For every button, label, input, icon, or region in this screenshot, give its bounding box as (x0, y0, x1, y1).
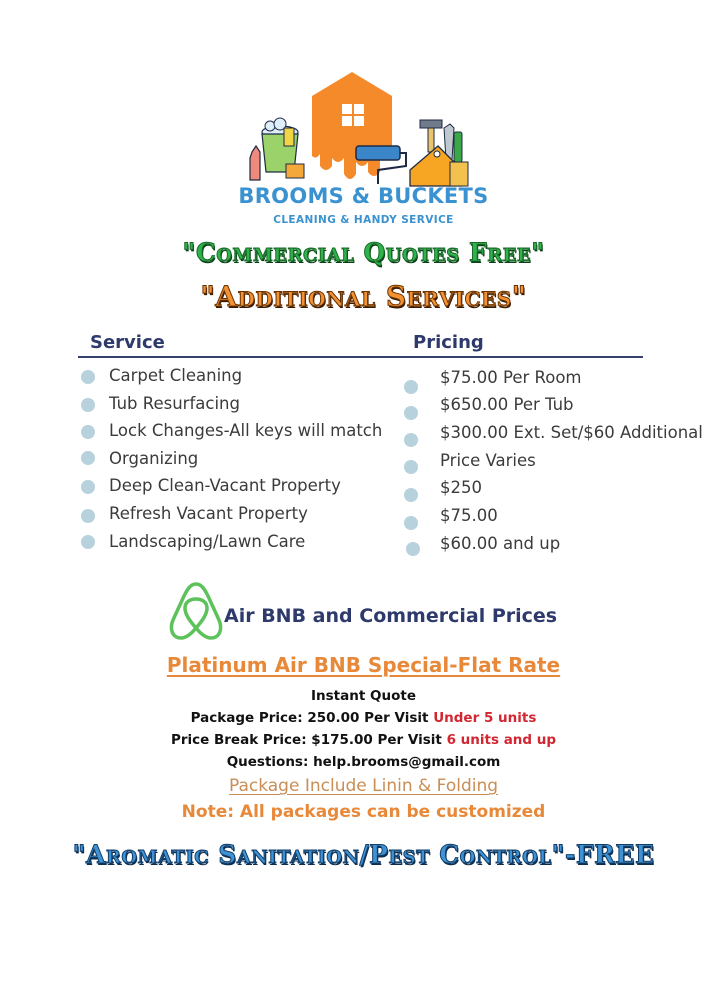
price-break-text: Price Break Price: $175.00 Per Visit (170, 732, 442, 748)
brand-name: BROOMS & BUCKETS (238, 184, 489, 208)
brand-logo-icon (240, 62, 480, 238)
price-item: $75.00 Per Room (440, 368, 582, 387)
questions-contact: Questions: help.brooms@gmail.com (226, 754, 501, 770)
price-break-line (0, 732, 727, 748)
bullet-icon (81, 451, 95, 465)
bullet-icon (81, 398, 95, 412)
service-item: Tub Resurfacing (109, 394, 240, 413)
platinum-special-heading: Platinum Air BNB Special-Flat Rate (166, 653, 561, 677)
aromatic-sanitation-headline: "Aromatic Sanitation/Pest Control"-FREE (72, 840, 655, 869)
bullet-icon (81, 480, 95, 494)
bullet-icon (404, 516, 418, 530)
service-item: Organizing (109, 449, 199, 468)
instant-quote-label: Instant Quote (311, 688, 416, 704)
service-item: Refresh Vacant Property (109, 504, 308, 523)
price-item: $60.00 and up (440, 534, 561, 553)
bullet-icon (404, 433, 418, 447)
bullet-icon (81, 370, 95, 384)
bullet-icon (404, 460, 418, 474)
bucket-icon (250, 118, 304, 180)
price-item: $650.00 Per Tub (440, 395, 574, 414)
brand-tagline: CLEANING & HANDY SERVICE (273, 214, 454, 226)
bullet-icon (81, 425, 95, 439)
customization-note: Note: All packages can be customized (181, 802, 546, 822)
pricing-column-header: Pricing (413, 332, 484, 353)
price-item: $75.00 (440, 506, 498, 525)
toolbox-icon (410, 120, 468, 186)
service-item: Deep Clean-Vacant Property (109, 476, 341, 495)
airbnb-logo-icon (167, 580, 225, 642)
house-icon (312, 72, 392, 179)
bullet-icon (404, 488, 418, 502)
bullet-icon (406, 542, 420, 556)
bullet-icon (404, 380, 418, 394)
package-price-condition: Under 5 units (433, 710, 537, 726)
package-includes-link[interactable]: Package Include Linin & Folding (228, 776, 499, 796)
service-column-header: Service (90, 332, 165, 353)
bullet-icon (81, 509, 95, 523)
service-item: Lock Changes-All keys will match (109, 421, 383, 440)
package-price-line (0, 710, 727, 726)
price-break-condition: 6 units and up (446, 732, 557, 748)
price-item: Price Varies (440, 451, 536, 470)
airbnb-section-title: Air BNB and Commercial Prices (224, 605, 558, 627)
commercial-quotes-headline: "Commercial Quotes Free" (182, 238, 545, 267)
bullet-icon (404, 406, 418, 420)
header-divider (78, 356, 643, 358)
service-item: Landscaping/Lawn Care (109, 532, 306, 551)
additional-services-headline: "Additional Services" (200, 280, 527, 313)
service-item: Carpet Cleaning (109, 366, 243, 385)
package-price-text: Package Price: 250.00 Per Visit (190, 710, 429, 726)
price-item: $250 (440, 478, 482, 497)
bullet-icon (81, 535, 95, 549)
price-item: $300.00 Ext. Set/$60 Additional (440, 423, 703, 442)
